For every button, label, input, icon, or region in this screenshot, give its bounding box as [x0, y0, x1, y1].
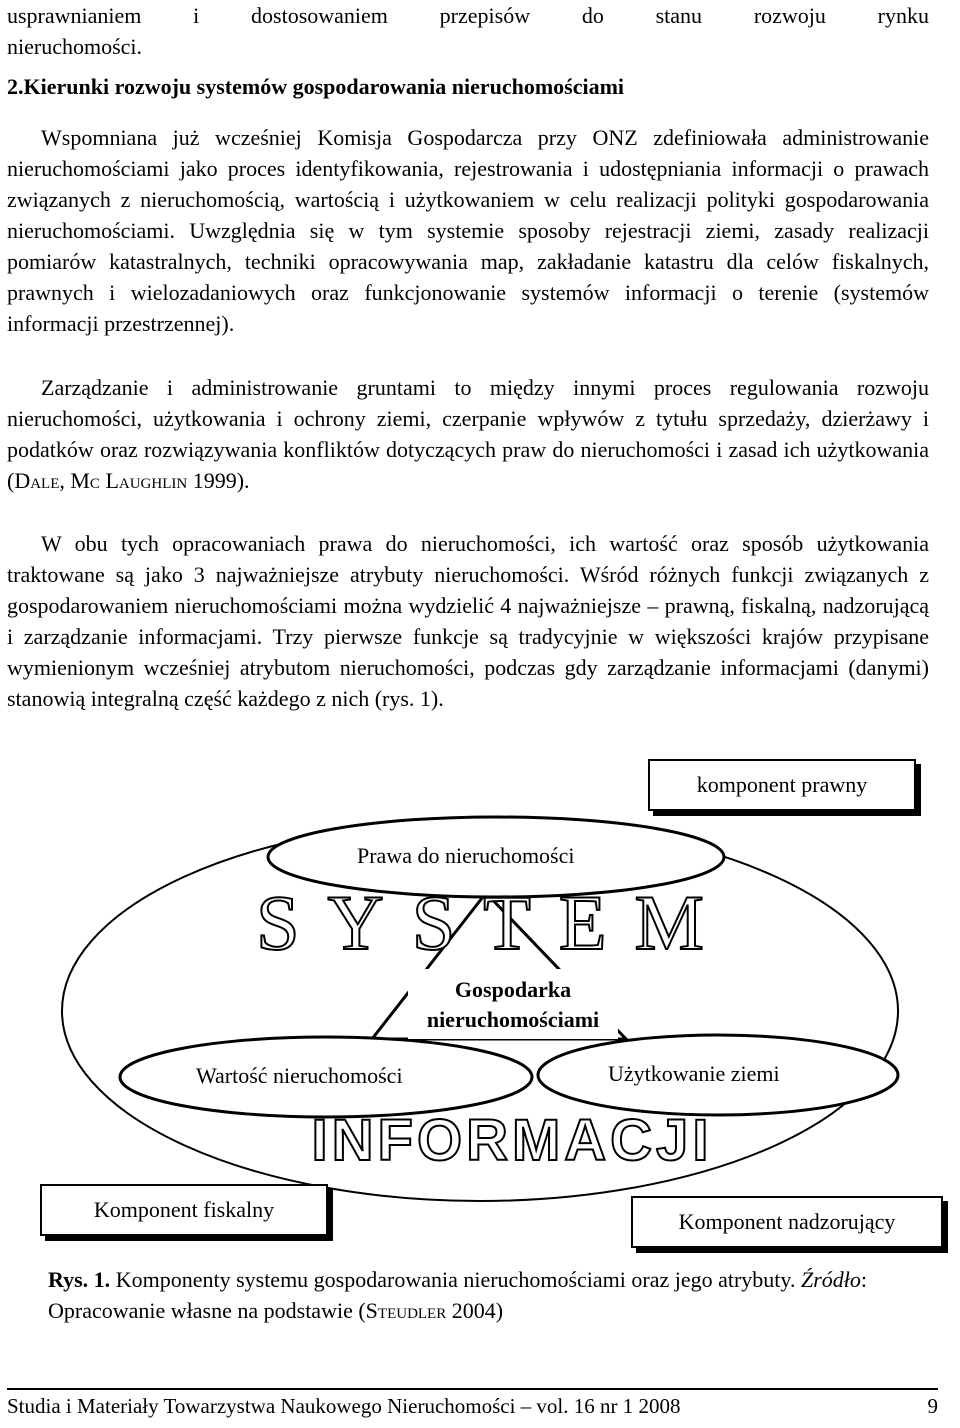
page-footer — [7, 1388, 938, 1419]
citation-year: 1999). — [187, 468, 250, 493]
paragraph-3: W obu tych opracowaniach prawa do nieruchomości, ich wartość oraz sposób użytkowania traktowane są jako 3 najważniejsze atrybuty nieruchomości. Wśród różnych funkcji związanych z gospodarowaniem nieruchomościami można wydzielić 4 najważniejsze – prawną, fiskalną, nadzorującą i zarządzanie informacjami. Trzy pierwsze funkcje są tradycyjnie w większości krajów przypisane wymienionym wcześniej atrybutom nieruchomości, podczas gdy zarządzanie informacjami (danymi) stanowią integralną część każdego z nich (rys. 1). — [7, 531, 929, 711]
system-word: SYSTEM — [256, 879, 732, 966]
center-label — [408, 975, 618, 1035]
caption-label: Rys. 1. — [48, 1267, 111, 1292]
continuation-line-2: nieruchomości. — [7, 34, 143, 59]
rights-label: Prawa do nieruchomości — [357, 843, 575, 868]
citation-mclaughlin: Mc Laughlin — [70, 468, 188, 493]
caption-end: 2004) — [446, 1298, 504, 1323]
supervisory-component-box: Komponent nadzorujący — [631, 1196, 943, 1248]
page-number: 9 — [927, 1394, 938, 1418]
caption-citation: Steudler — [365, 1298, 447, 1323]
center-label-line-1: Gospodarka — [454, 977, 572, 1002]
section-heading: 2.Kierunki rozwoju systemów gospodarowania nieruchomościami — [7, 74, 625, 99]
paragraph-2 — [7, 372, 929, 496]
citation-separator: , — [59, 468, 71, 493]
caption-text: Komponenty systemu gospodarowania nieruchomościami oraz jego atrybuty. — [110, 1267, 801, 1292]
center-label-line-2: nieruchomościami — [426, 1007, 600, 1032]
informacji-word: INFORMACJI — [311, 1108, 713, 1173]
use-label: Użytkowanie ziemi — [608, 1061, 780, 1086]
caption-source-text: : Opracowanie własne na podstawie ( — [48, 1267, 868, 1323]
fiscal-component-box: Komponent fiskalny — [40, 1184, 328, 1236]
journal-name: Studia i Materiały Towarzystwa Naukowego Nieruchomości – vol. 16 nr 1 2008 — [7, 1394, 681, 1418]
continuation-line-1: usprawnianiem i dostosowaniem przepisów do stanu rozwoju rynku — [7, 3, 929, 28]
legal-component-box: komponent prawny — [648, 759, 916, 811]
citation-dale: Dale — [14, 468, 60, 493]
paragraph-2-text: Zarządzanie i administrowanie gruntami to między innymi proces regulowania rozwoju nieruchomości, użytkowania i ochrony ziemi, czerpanie wpływów z tytułu sprzedaży, dzierżawy i podatków oraz rozwiązywania konfliktów dotyczących praw do nieruchomości i zasad ich użytkowania ( — [7, 375, 929, 493]
caption-source-label: Źródło — [801, 1267, 861, 1292]
value-label: Wartość nieruchomości — [196, 1063, 403, 1088]
figure-caption — [48, 1264, 928, 1326]
figure-diagram — [0, 755, 960, 1255]
paragraph-1: Wspomniana już wcześniej Komisja Gospodarcza przy ONZ zdefiniowała administrowanie nieruchomościami jako proces identyfikowania, rejestrowania i udostępniania informacji o prawach związanych z nieruchomością, wartością i użytkowaniem w celu realizacji polityki gospodarowania nieruchomościami. Uwzględnia się w tym systemie sposoby rejestracji ziemi, zasady realizacji pomiarów katastralnych, techniki opracowywania map, zakładanie katastru dla celów fiskalnych, prawnych i wielozadaniowych oraz funkcjonowanie systemów informacji o terenie (systemów informacji przestrzennej). — [7, 125, 929, 336]
